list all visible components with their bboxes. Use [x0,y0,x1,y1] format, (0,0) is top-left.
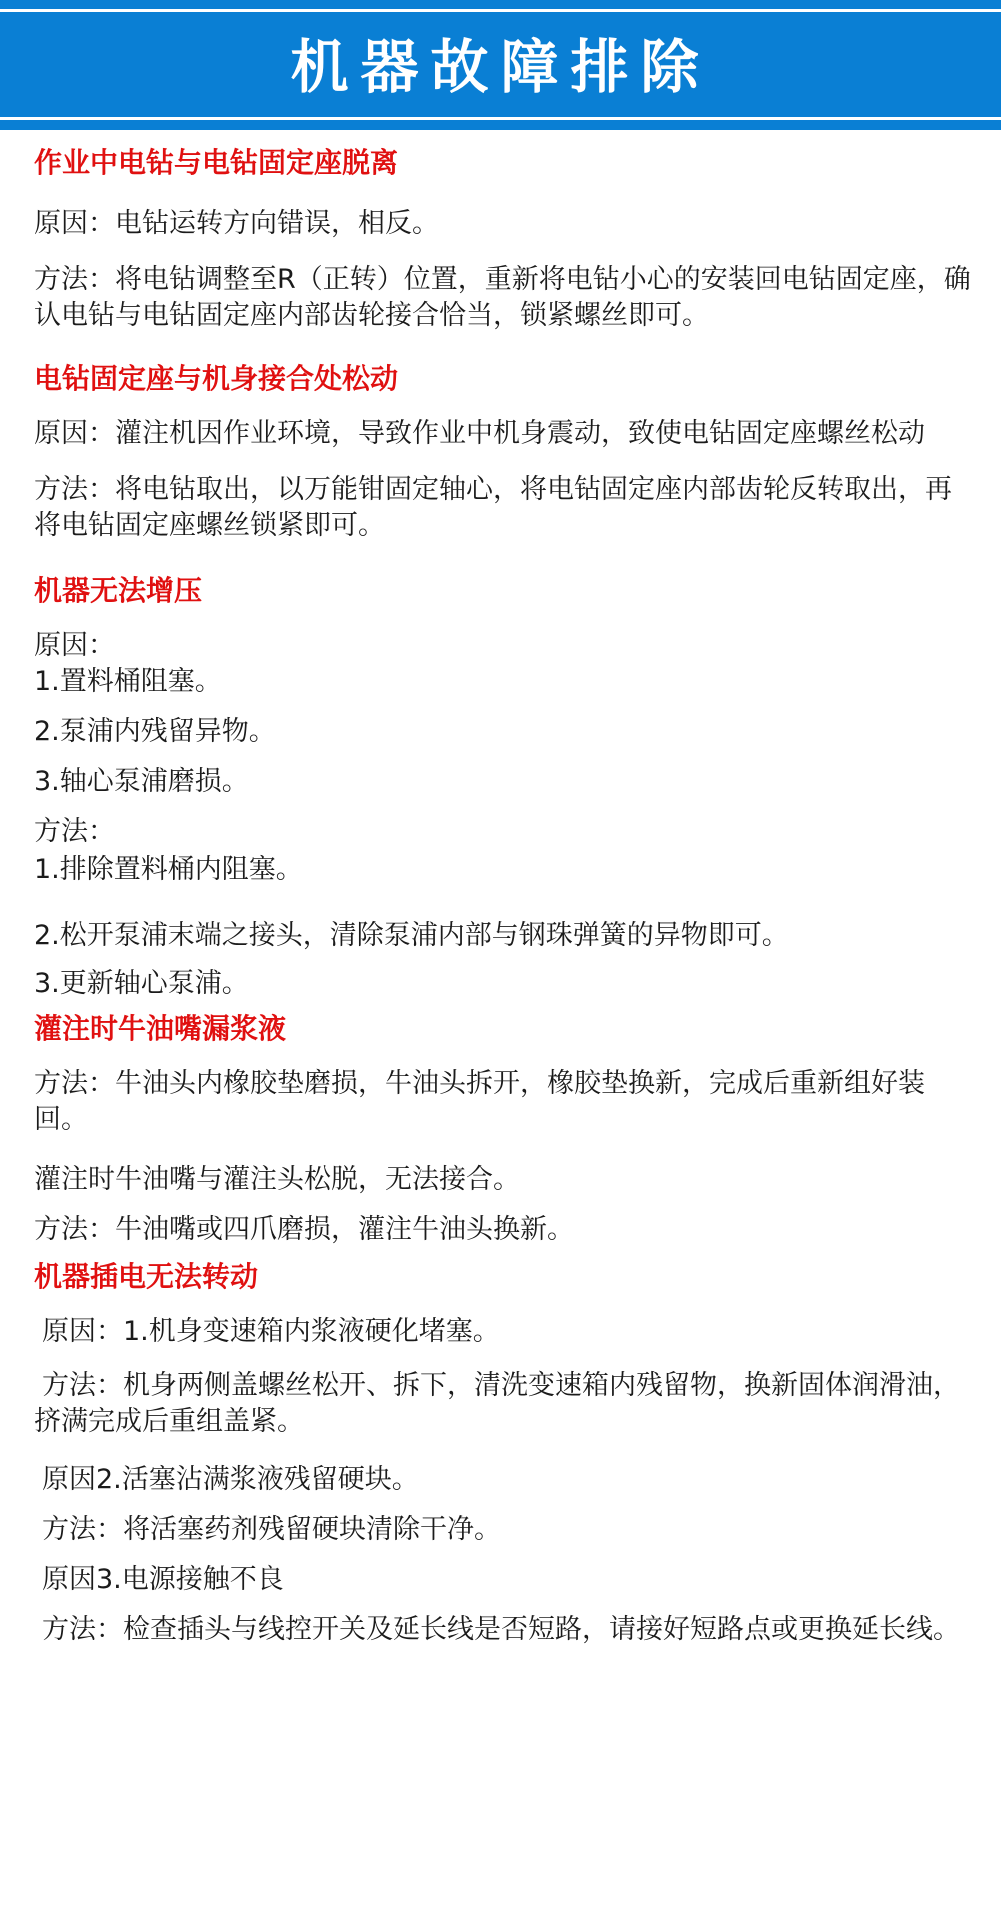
cause-text: 原因3.电源接触不良 [42,1564,284,1595]
note-text: 灌注时牛油嘴与灌注头松脱，无法接合。 [34,1164,520,1195]
method-text: 方法：机身两侧盖螺丝松开、拆下，清洗变速箱内残留物，换新固体润滑油，挤满完成后重组盖紧。 [34,1370,960,1437]
cause-item: 2.泵浦内残留异物。 [34,716,276,747]
method-item: 2.松开泵浦末端之接头，清除泵浦内部与钢珠弹簧的异物即可。 [34,920,789,951]
method-text: 方法：将活塞药剂残留硬块清除干净。 [42,1514,501,1545]
troubleshooting-content [34,146,974,1648]
method-text: 方法：牛油嘴或四爪磨损，灌注牛油头换新。 [34,1214,574,1245]
method-text: 方法：将电钻取出，以万能钳固定轴心，将电钻固定座内部齿轮反转取出，再将电钻固定座螺丝锁紧即可。 [34,474,952,541]
cause-text: 原因：灌注机因作业环境，导致作业中机身震动，致使电钻固定座螺丝松动 [34,418,925,449]
method-label: 方法： [34,816,115,847]
cause-item: 3.轴心泵浦磨损。 [34,766,249,797]
method-text: 方法：将电钻调整至R（正转）位置，重新将电钻小心的安装回电钻固定座，确认电钻与电钻固定座内部齿轮接合恰当，锁紧螺丝即可。 [34,264,971,331]
method-text: 方法：检查插头与线控开关及延长线是否短路，请接好短路点或更换延长线。 [42,1614,960,1645]
page-title: 机器故障排除 [290,33,711,101]
cause-text: 原因2.活塞沾满浆液残留硬块。 [42,1464,419,1495]
section-heading: 作业中电钻与电钻固定座脱离 [34,146,399,179]
cause-label: 原因： [34,630,115,661]
method-item: 3.更新轴心泵浦。 [34,968,249,999]
section-heading: 机器无法增压 [34,574,203,607]
method-text: 方法：牛油头内橡胶垫磨损，牛油头拆开，橡胶垫换新，完成后重新组好装回。 [34,1068,925,1135]
cause-item: 1.置料桶阻塞。 [34,666,222,697]
method-item: 1.排除置料桶内阻塞。 [34,854,303,885]
cause-text: 原因：1.机身变速箱内浆液硬化堵塞。 [42,1316,500,1347]
section-heading: 机器插电无法转动 [34,1260,259,1293]
title-banner [0,0,1001,130]
section-heading: 电钻固定座与机身接合处松动 [34,362,399,395]
cause-text: 原因：电钻运转方向错误，相反。 [34,208,439,239]
section-heading: 灌注时牛油嘴漏浆液 [34,1012,287,1045]
